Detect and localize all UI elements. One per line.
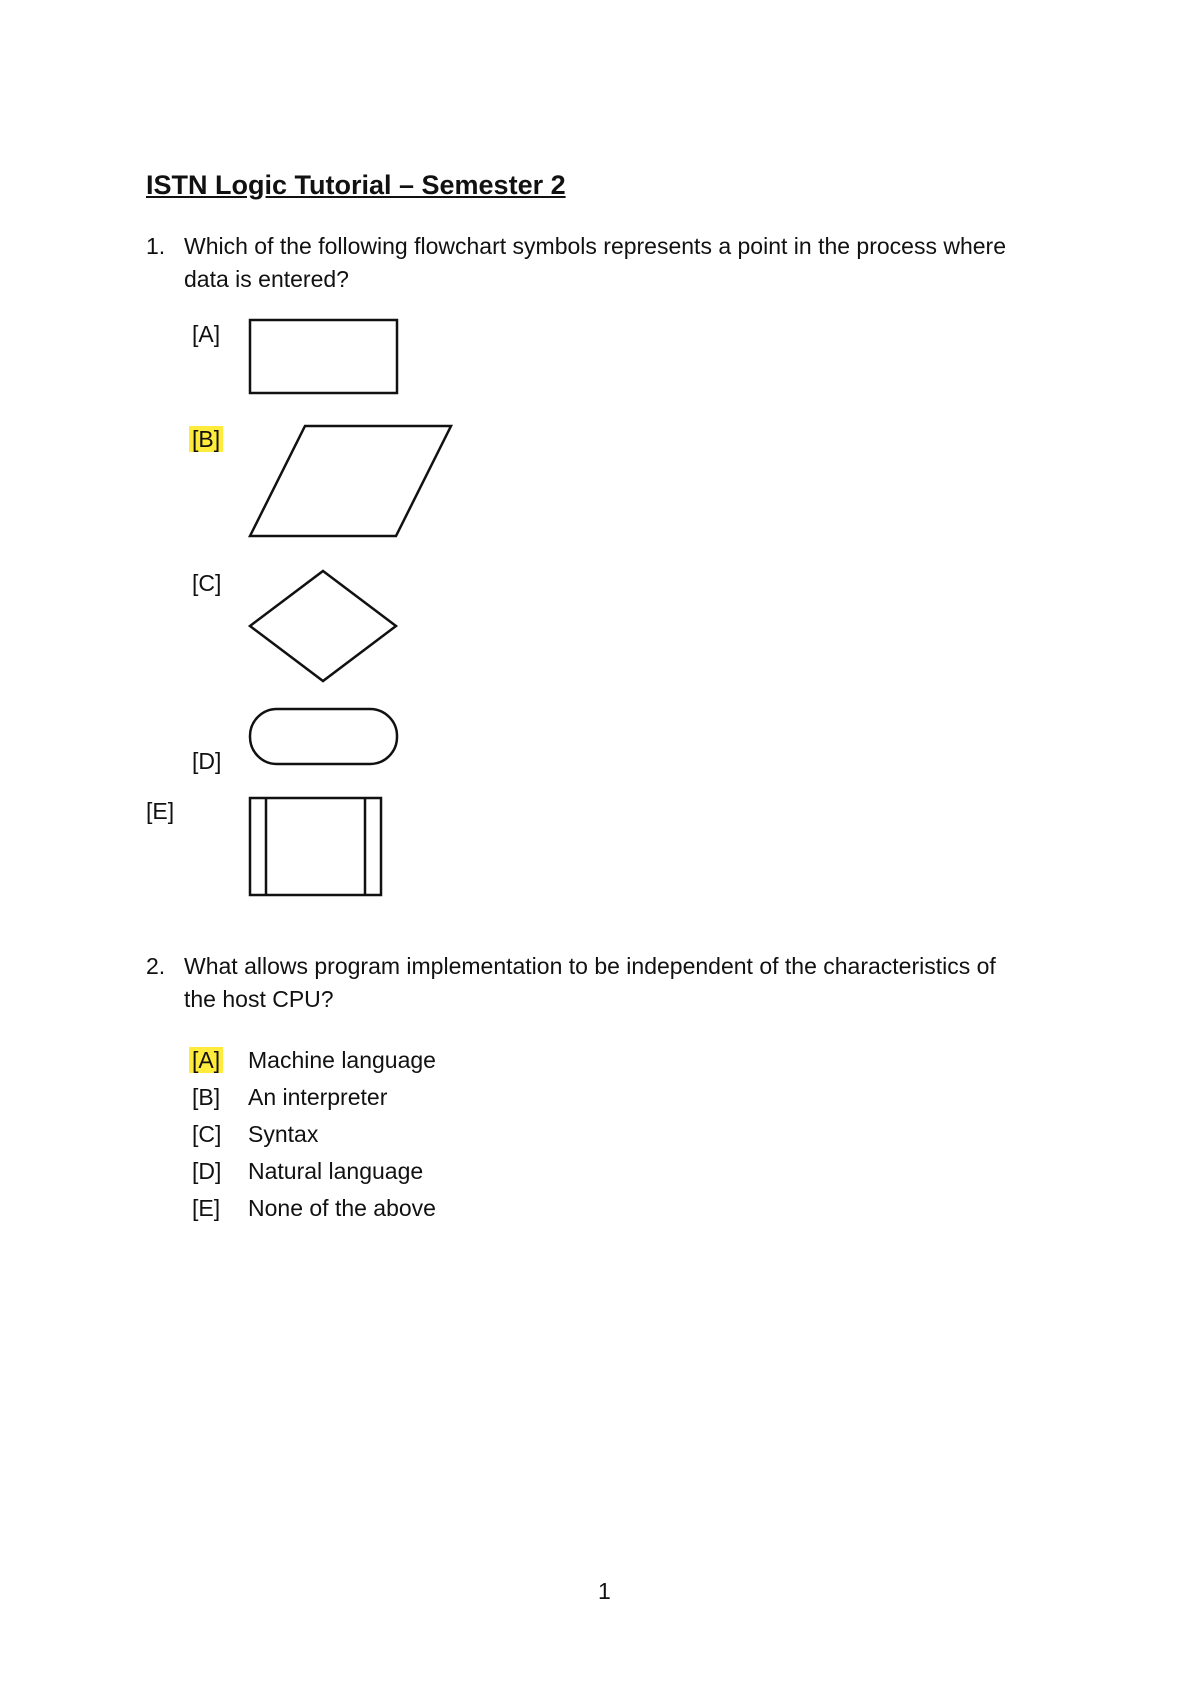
rounded-rectangle-symbol <box>250 709 397 764</box>
q2-option-a-text: Machine language <box>248 1047 436 1073</box>
question-1-text-line-2: data is entered? <box>184 266 349 292</box>
rectangle-symbol <box>250 320 397 393</box>
diamond-symbol <box>250 571 396 681</box>
question-2-number: 2. <box>146 953 166 979</box>
q2-option-e-label: [E] <box>192 1195 221 1221</box>
q2-option-e-text: None of the above <box>248 1195 436 1221</box>
q2-option-b-text: An interpreter <box>248 1084 388 1110</box>
question-2-text-line-1: What allows program implementation to be independent of the characteristics of <box>184 953 996 979</box>
q2-option-b-label: [B] <box>192 1084 221 1110</box>
question-2-text-line-2: the host CPU? <box>184 986 334 1012</box>
q1-option-c-label: [C] <box>192 570 222 596</box>
q2-option-d-text: Natural language <box>248 1158 424 1184</box>
q1-option-e-label: [E] <box>146 798 175 824</box>
q2-option-c-label: [C] <box>192 1121 222 1147</box>
predefined-process-symbol <box>250 798 381 895</box>
q1-option-b-label: [B] <box>192 423 223 456</box>
question-1-text-line-1: Which of the following flowchart symbols represents a point in the process where <box>184 233 1007 259</box>
question-1-number: 1. <box>146 233 166 259</box>
q2-option-a-label: [A] <box>192 1044 223 1077</box>
q1-option-d-label: [D] <box>192 748 222 774</box>
q2-option-c-text: Syntax <box>248 1121 319 1147</box>
q2-option-d-label: [D] <box>192 1158 222 1184</box>
page-number: 1 <box>598 1578 611 1604</box>
page-title: ISTN Logic Tutorial – Semester 2 <box>146 170 566 200</box>
q1-option-a-label: [A] <box>192 321 221 347</box>
parallelogram-symbol <box>250 426 451 536</box>
